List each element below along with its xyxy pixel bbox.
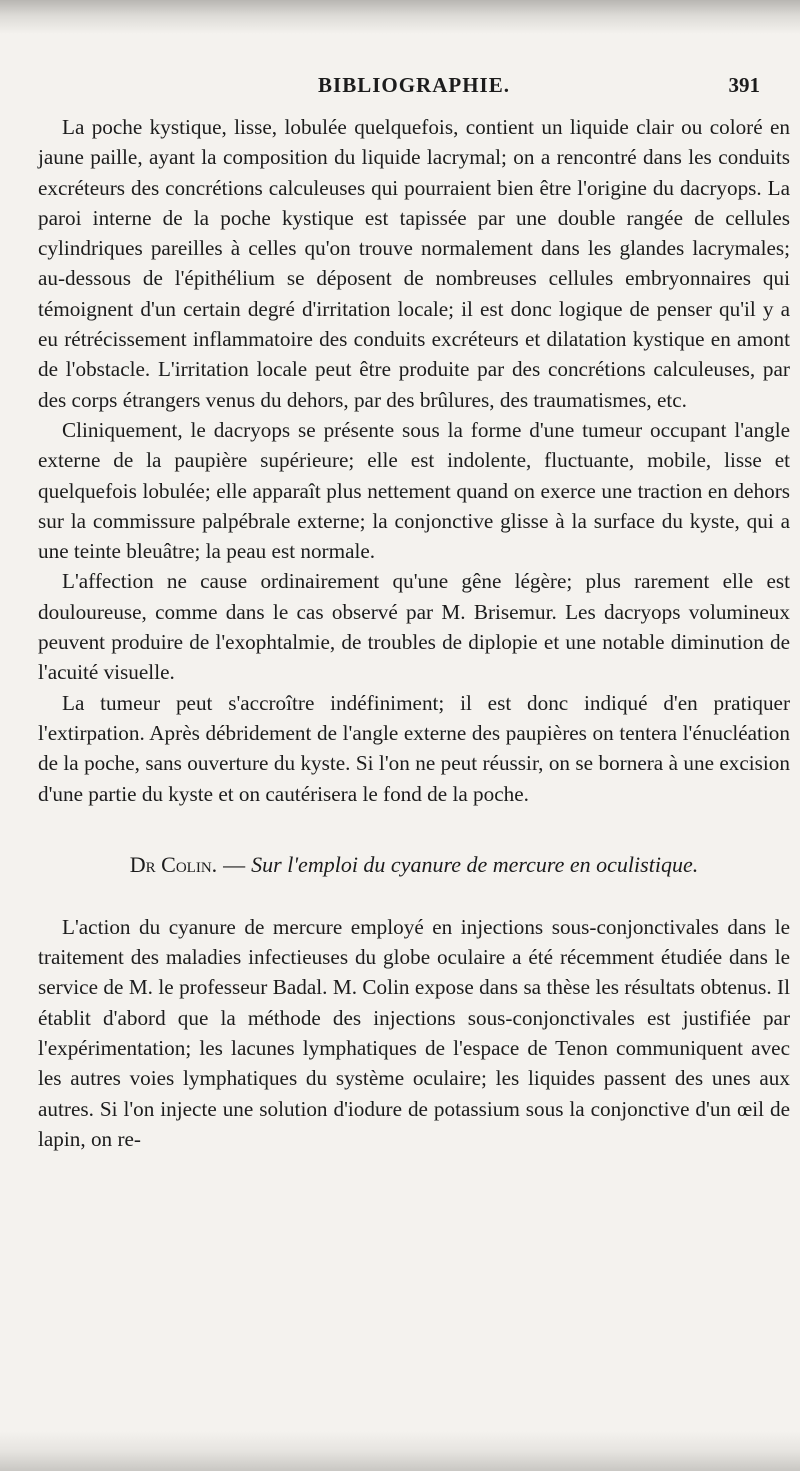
body-text (38, 112, 790, 1154)
page-bottom-shadow (0, 1431, 800, 1471)
paragraph-1: La poche kystique, lisse, lobulée quelquefois, contient un liquide clair ou coloré en jaune paille, ayant la composition du liquide lacrymal; on a rencontré dans les conduits excréteurs des concrétions calculeuses qui pourraient bien être l'origine du dacryops. La paroi interne de la poche kystique est tapissée par une double rangée de cellules cylindriques pareilles à celles qu'on trouve normalement dans les glandes lacrymales; au-dessous de l'épithélium se déposent de nombreuses cellules embryonnaires qui témoignent d'un certain degré d'irritation locale; il est donc logique de penser qu'il y a eu rétrécissement inflammatoire des conduits excréteurs et dilatation kystique en amont de l'obstacle. L'irritation locale peut être produite par des concrétions calculeuses, par des corps étrangers venus du dehors, par des brûlures, des traumatismes, etc. (38, 115, 790, 412)
page-number: 391 (728, 73, 760, 97)
paragraph-3: L'affection ne cause ordinairement qu'une gêne légère; plus rarement elle est douloureuse, comme dans le cas observé par M. Brisemur. Les dacryops volumineux peuvent produire de l'exophtalmie, de troubles de diplopie et une notable diminution de l'acuité visuelle. (38, 569, 790, 685)
section-title-text: Sur l'emploi du cyanure de mercure en oculistique. (251, 851, 699, 877)
author-prefix: Dr (129, 851, 156, 877)
page-header (38, 73, 790, 107)
section-paragraph-1: L'action du cyanure de mercure employé en injections sous-conjonctivales dans le traitement des maladies infectieuses du globe oculaire a été récemment étudiée dans le service de M. le professeur Badal. M. Colin expose dans sa thèse les résultats obtenus. Il établit d'abord que la méthode des injections sous-conjonctivales est justifiée par l'expérimentation; les lacunes lymphatiques de l'espace de Tenon communiquent avec les autres voies lymphatiques du système oculaire; les liquides passent des unes aux autres. Si l'on injecte une solution d'iodure de potassium sous la conjonctive d'un œil de lapin, on re- (38, 914, 790, 1151)
running-head: BIBLIOGRAPHIE. (318, 73, 510, 97)
paragraph-4: La tumeur peut s'accroître indéfiniment; il est donc indiqué d'en pratiquer l'extirpation. Après débridement de l'angle externe des paupières on tentera l'énucléation de la poche, sans ouverture du kyste. Si l'on ne peut réussir, on se bornera à une excision d'une partie du kyste et on cautérisera le fond de la poche. (38, 690, 790, 806)
section-heading (38, 849, 790, 880)
paragraph-2: Cliniquement, le dacryops se présente sous la forme d'une tumeur occupant l'angle externe de la paupière supérieure; elle est indolente, fluctuante, mobile, lisse et quelquefois lobulée; elle apparaît plus nettement quand on exerce une traction en dehors sur la commissure palpébrale externe; la conjonctive glisse à la surface du kyste, qui a une teinte bleuâtre; la peau est normale. (38, 417, 790, 564)
page-top-shadow (0, 0, 800, 34)
heading-dash: — (223, 851, 246, 877)
author-name: Colin. (161, 851, 218, 877)
section-author (130, 852, 217, 877)
